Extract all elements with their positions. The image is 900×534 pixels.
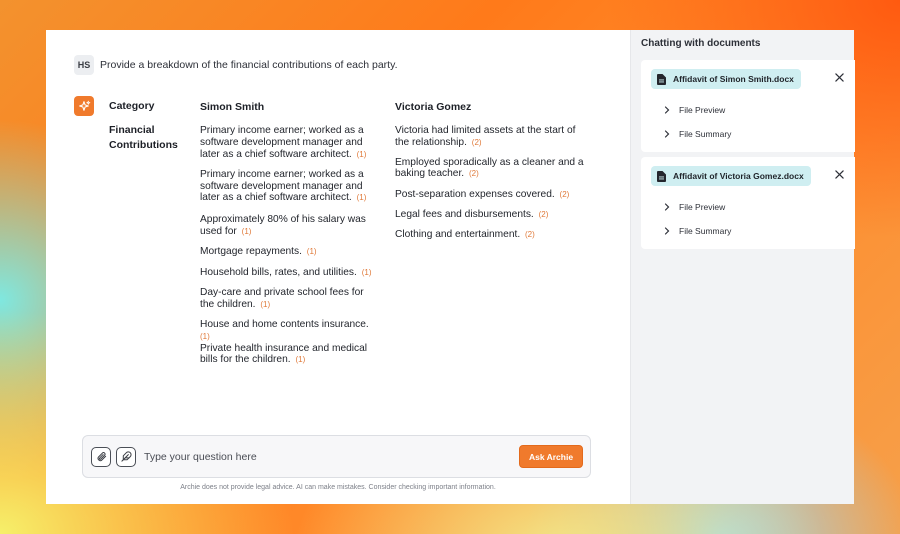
chevron-right-icon [663,130,671,138]
file-summary-row[interactable]: File Summary [663,226,731,236]
list-item: House and home contents insurance.(1) Private health insurance and medical bills for the children. (1) [200,319,369,366]
citation[interactable]: (1) [356,149,367,159]
citation[interactable]: (1) [295,355,306,365]
ask-archie-button[interactable]: Ask Archie [519,445,583,468]
feather-icon[interactable] [116,447,136,467]
list-item: Mortgage repayments. (1) [200,246,317,258]
citation[interactable]: (1) [200,331,210,341]
citation[interactable]: (1) [306,247,317,257]
category-label: Financial Contributions [109,124,178,151]
user-avatar: HS [74,55,94,75]
list-item: Household bills, rates, and utilities. (1) [200,266,372,278]
citation[interactable]: (1) [356,193,367,203]
sidebar-title: Chatting with documents [641,38,761,49]
disclaimer-text: Archie does not provide legal advice. AI can make mistakes. Consider checking important information. [180,484,496,491]
category-header: Category [109,100,155,112]
document-icon [657,74,666,85]
citation[interactable]: (2) [538,209,549,219]
user-question: Provide a breakdown of the financial contributions of each party. [100,59,398,71]
paperclip-icon[interactable] [91,447,111,467]
document-card [641,157,855,249]
citation[interactable]: (2) [559,189,570,199]
simon-contributions [200,125,378,375]
question-input[interactable] [144,451,504,463]
close-icon[interactable] [835,170,845,180]
chevron-right-icon [663,227,671,235]
document-icon [657,171,666,182]
list-item: Post-separation expenses covered. (2) [395,188,570,200]
victoria-contributions [395,125,585,250]
file-preview-row[interactable]: File Preview [663,105,725,115]
citation[interactable]: (1) [241,227,252,237]
list-item: Legal fees and disbursements. (2) [395,208,549,220]
citation[interactable]: (2) [471,137,482,147]
document-card [641,60,855,152]
party-header-victoria: Victoria Gomez [395,101,472,113]
document-name: Affidavit of Victoria Gomez.docx [673,171,804,181]
list-item: Employed sporadically as a cleaner and a baking teacher. (2) [395,156,584,180]
list-item: Primary income earner; worked as a software development manager and later as a chief software architect. (1) [200,168,367,204]
list-item: Primary income earner; worked as a software development manager and later as a chief software architect. (1) [200,125,367,160]
file-summary-row[interactable]: File Summary [663,129,731,139]
file-preview-row[interactable]: File Preview [663,202,725,212]
document-name: Affidavit of Simon Smith.docx [673,74,794,84]
citation[interactable]: (2) [468,169,479,179]
list-item: Approximately 80% of his salary was used for (1) [200,214,366,238]
user-message [74,55,397,75]
close-icon[interactable] [835,73,845,83]
party-header-simon: Simon Smith [200,101,265,113]
document-chip[interactable] [651,166,811,186]
list-item: Day-care and private school fees for the children. (1) [200,286,364,310]
list-item: Victoria had limited assets at the start of the relationship. (2) [395,125,576,148]
sparkle-icon [74,96,94,116]
documents-sidebar [630,30,854,504]
list-item: Clothing and entertainment. (2) [395,229,535,241]
chevron-right-icon [663,106,671,114]
chevron-right-icon [663,203,671,211]
citation[interactable]: (1) [361,267,372,277]
citation[interactable]: (2) [525,230,535,240]
citation[interactable]: (1) [260,299,271,309]
message-composer [82,435,591,478]
app-window [46,30,854,504]
document-chip[interactable] [651,69,801,89]
chat-pane [46,30,630,504]
